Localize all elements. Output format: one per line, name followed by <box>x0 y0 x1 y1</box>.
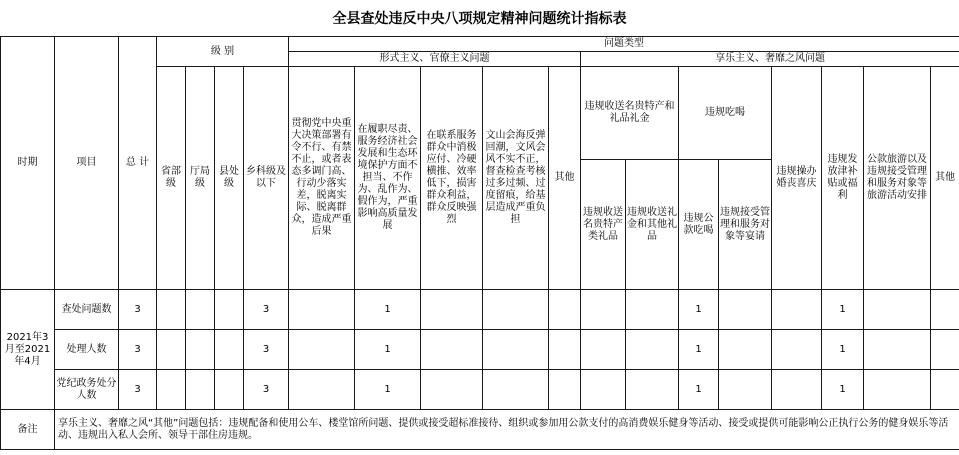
cell-formalism-1 <box>289 290 355 330</box>
cell-formalism-4 <box>483 330 549 370</box>
cell-gift-1 <box>581 330 626 370</box>
header-formalism-3: 在联系服务群众中消极应付、冷硬横推、效率低下，损害群众利益，群众反映强烈 <box>421 67 483 290</box>
header-hedonism-other: 其他 <box>931 67 959 290</box>
note-text: 享乐主义、奢靡之风“其他”问题包括：违规配备和使用公车、楼堂馆所问题、提供或接受超标准接待、组织或参加用公款支付的高消费娱乐健身等活动、接受或提供可能影响公正执行公务的健身娱乐等活动、违规出入私人会所、领导干部住房违规。 <box>55 410 959 450</box>
header-gift: 违规收送名贵特产和礼品礼金 <box>581 67 679 160</box>
cell-formalism-1 <box>289 370 355 410</box>
row-item: 党纪政务处分人数 <box>55 370 119 410</box>
cell-province <box>157 370 186 410</box>
cell-hedonism-other <box>931 370 959 410</box>
row-formalism-2: 1 <box>355 330 421 370</box>
cell-formalism-3 <box>421 370 483 410</box>
cell-gift-1 <box>581 370 626 410</box>
note-label: 备注 <box>1 410 55 450</box>
header-formalism: 形式主义、官僚主义问题 <box>289 52 581 67</box>
header-dining-1: 违规公款吃喝 <box>679 160 719 290</box>
row-item: 处理人数 <box>55 330 119 370</box>
header-problem-type: 问题类型 <box>289 37 959 52</box>
header-dining-2: 违规接受管理和服务对象等宴请 <box>719 160 772 290</box>
row-total: 3 <box>119 290 157 330</box>
header-item: 项目 <box>55 37 119 290</box>
header-dining: 违规吃喝 <box>679 67 772 160</box>
row-dining-1: 1 <box>679 290 719 330</box>
cell-hedonism-other <box>931 330 959 370</box>
cell-bureau <box>186 330 215 370</box>
row-township: 3 <box>244 330 289 370</box>
header-level-province: 省部级 <box>157 67 186 290</box>
cell-dining-2 <box>719 370 772 410</box>
header-wedding: 违规操办婚丧喜庆 <box>772 67 822 290</box>
cell-wedding <box>772 330 822 370</box>
cell-dining-2 <box>719 330 772 370</box>
header-formalism-2: 在履职尽责、服务经济社会发展和生态环境保护方面不担当、不作为、乱作为、假作为，严重影响高质量发展 <box>355 67 421 290</box>
header-total: 总 计 <box>119 37 157 290</box>
row-township: 3 <box>244 370 289 410</box>
cell-formalism-other <box>549 370 581 410</box>
cell-county <box>215 290 244 330</box>
cell-bureau <box>186 290 215 330</box>
header-level: 级 别 <box>157 37 289 67</box>
cell-travel <box>864 370 931 410</box>
cell-travel <box>864 290 931 330</box>
header-formalism-1: 贯彻党中央重大决策部署有令不行、有禁不止，或者表态多调门高、行动少落实差，脱离实际、脱离群众，造成严重后果 <box>289 67 355 290</box>
cell-formalism-4 <box>483 290 549 330</box>
cell-province <box>157 290 186 330</box>
cell-gift-1 <box>581 290 626 330</box>
cell-bureau <box>186 370 215 410</box>
table-row <box>1 330 959 370</box>
header-level-township: 乡科级及以下 <box>244 67 289 290</box>
cell-wedding <box>772 370 822 410</box>
cell-hedonism-other <box>931 290 959 330</box>
cell-formalism-1 <box>289 330 355 370</box>
row-item: 查处问题数 <box>55 290 119 330</box>
row-subsidy: 1 <box>822 330 864 370</box>
header-level-county: 县处级 <box>215 67 244 290</box>
cell-travel <box>864 330 931 370</box>
cell-formalism-other <box>549 330 581 370</box>
cell-formalism-3 <box>421 330 483 370</box>
cell-province <box>157 330 186 370</box>
cell-formalism-3 <box>421 290 483 330</box>
header-formalism-4: 文山会海反弹回潮，文风会风不实不正，督查检查考核过多过频、过度留痕，给基层造成严重负担 <box>483 67 549 290</box>
cell-gift-2 <box>626 370 679 410</box>
row-formalism-2: 1 <box>355 370 421 410</box>
row-township: 3 <box>244 290 289 330</box>
header-gift-2: 违规收送礼金和其他礼品 <box>626 160 679 290</box>
period-cell: 2021年3月至2021年4月 <box>1 290 55 410</box>
header-level-bureau: 厅局级 <box>186 67 215 290</box>
cell-county <box>215 330 244 370</box>
row-dining-1: 1 <box>679 330 719 370</box>
page-title: 全县查处违反中央八项规定精神问题统计指标表 <box>332 11 627 27</box>
header-formalism-other: 其他 <box>549 67 581 290</box>
header-travel: 公款旅游以及违规接受管理和服务对象等旅游活动安排 <box>864 67 931 290</box>
cell-formalism-other <box>549 290 581 330</box>
table-row <box>1 290 959 330</box>
header-period: 时期 <box>1 37 55 290</box>
table-row <box>1 370 959 410</box>
row-total: 3 <box>119 330 157 370</box>
cell-dining-2 <box>719 290 772 330</box>
row-total: 3 <box>119 370 157 410</box>
cell-formalism-4 <box>483 370 549 410</box>
row-formalism-2: 1 <box>355 290 421 330</box>
statistics-table <box>0 36 959 450</box>
row-dining-1: 1 <box>679 370 719 410</box>
cell-gift-2 <box>626 290 679 330</box>
header-subsidy: 违规发放津补贴或福利 <box>822 67 864 290</box>
cell-wedding <box>772 290 822 330</box>
row-subsidy: 1 <box>822 370 864 410</box>
cell-gift-2 <box>626 330 679 370</box>
header-gift-1: 违规收送名贵特产类礼品 <box>581 160 626 290</box>
cell-county <box>215 370 244 410</box>
header-hedonism: 享乐主义、奢靡之风问题 <box>581 52 959 67</box>
row-subsidy: 1 <box>822 290 864 330</box>
